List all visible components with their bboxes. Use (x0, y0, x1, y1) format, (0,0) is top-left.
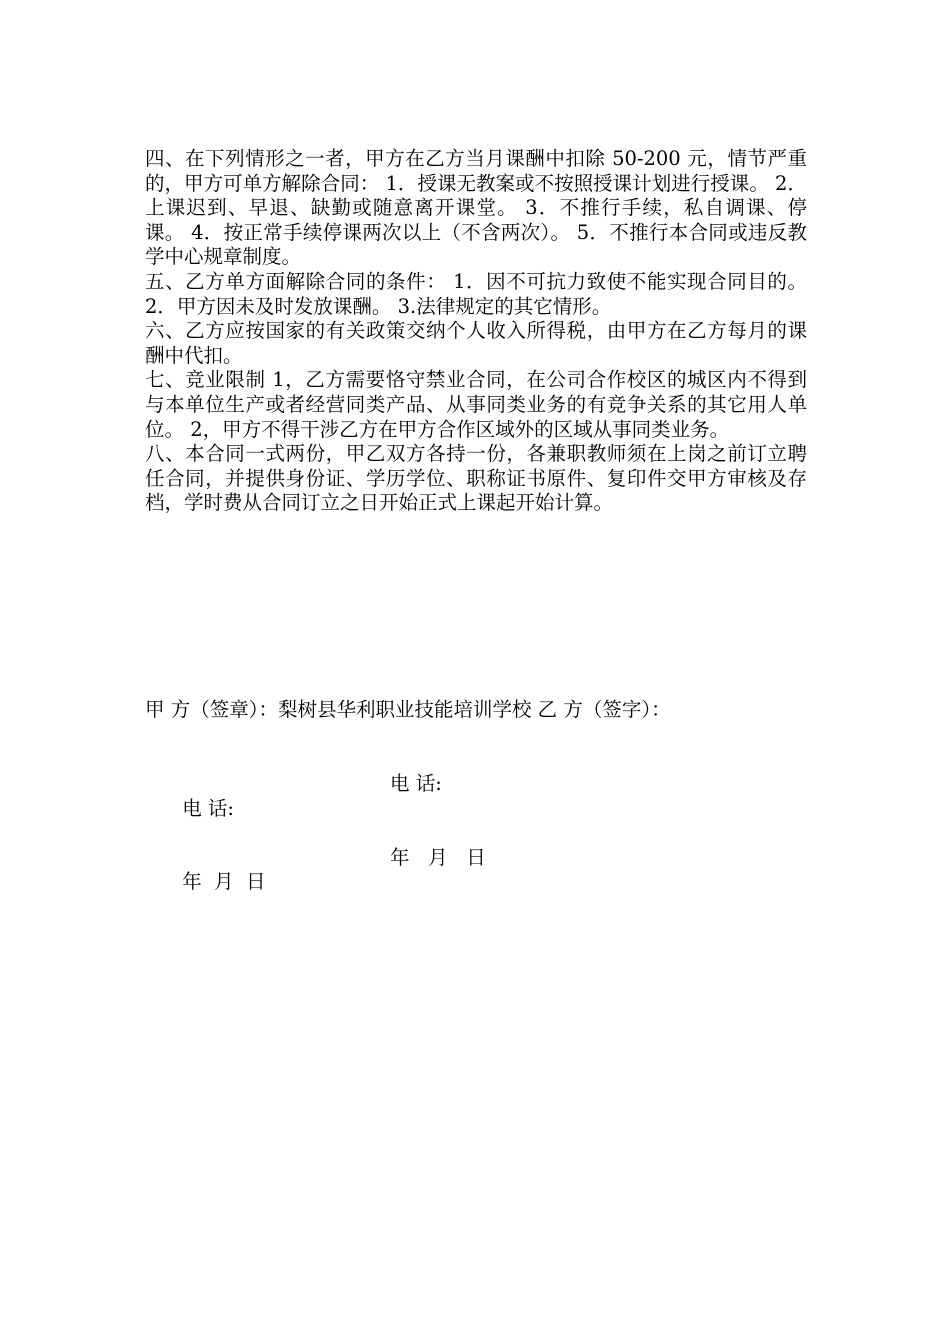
signature-parties-line: 甲 方（签章）：梨树县华利职业技能培训学校 乙 方（签字）： (145, 698, 671, 722)
party-a-phone-label: 电 话: (182, 796, 234, 820)
clause-five: 五、乙方单方面解除合同的条件： 1．因不可抗力致使不能实现合同目的。 2．甲方因未及时发放课酬。 3.法律规定的其它情形。 (145, 269, 807, 318)
clause-seven: 七、竞业限制 1，乙方需要恪守禁业合同，在公司合作校区的城区内不得到与本单位生产或者经营同类产品、从事同类业务的有竞争关系的其它用人单位。 2，甲方不得干涉乙方在甲方合作区域外的区域从事同类业务。 (145, 368, 807, 441)
clause-six: 六、乙方应按国家的有关政策交纳个人收入所得税，由甲方在乙方每月的课酬中代扣。 (145, 319, 807, 367)
party-b-phone-label: 电 话: (390, 771, 442, 795)
phone-row (145, 771, 671, 820)
contract-clauses (145, 147, 807, 516)
clause-eight: 八、本合同一式两份，甲乙双方各持一份，各兼职教师须在上岗之前订立聘任合同，并提供身份证、学历学位、职称证书原件、复印件交甲方审核及存档，学时费从合同订立之日开始正式上课起开始计算。 (145, 442, 807, 515)
date-row (145, 845, 671, 894)
party-b-date-label: 年 月 日 (390, 845, 486, 869)
clause-four: 四、在下列情形之一者，甲方在乙方当月课酬中扣除 50-200 元，情节严重的，甲方可单方解除合同： 1．授课无教案或不按照授课计划进行授课。 2．上课迟到、早退、缺勤或随意离开课堂。 3．不推行手续，私自调课、停课。 4．按正常手续停课两次以上（不含两次）。 5．不推行本合同或违反教学中心规章制度。 (145, 147, 807, 269)
party-a-date-label: 年 月 日 (182, 870, 266, 894)
signature-block (145, 649, 671, 920)
